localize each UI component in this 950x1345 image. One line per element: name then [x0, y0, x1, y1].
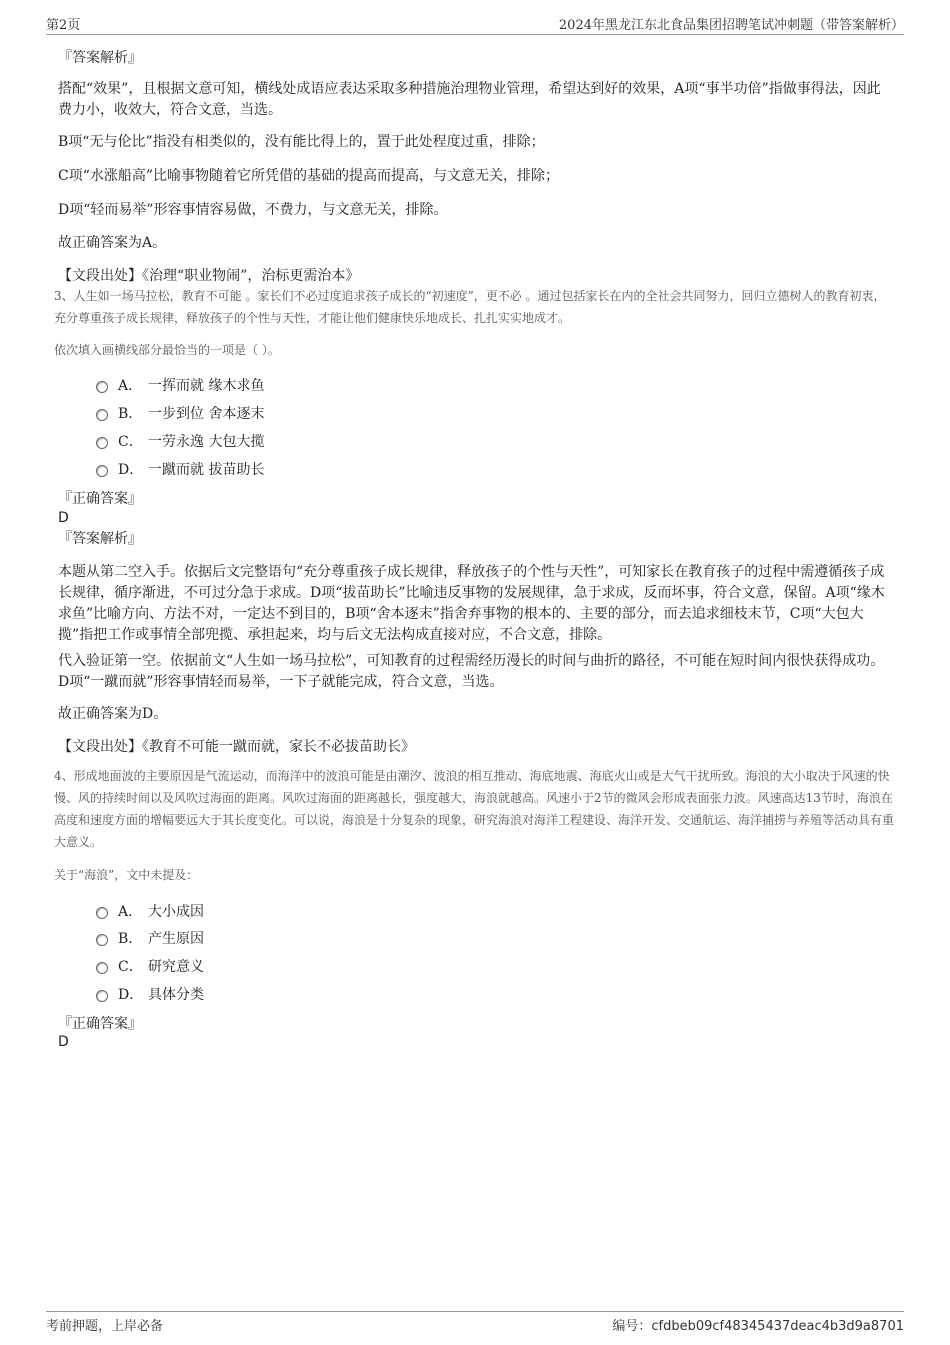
- question-prompt: 依次填入画横线部分最恰当的一项是（ ）。: [54, 343, 280, 357]
- page-header: [46, 14, 904, 35]
- correct-answer-heading: 『正确答案』: [58, 1016, 142, 1032]
- page-footer: [46, 1311, 904, 1337]
- radio-icon[interactable]: [96, 381, 108, 393]
- analysis-paragraph: D项“轻而易举”形容事情容易做，不费力，与文意无关，排除。: [58, 202, 448, 218]
- radio-icon[interactable]: [96, 437, 108, 449]
- radio-icon[interactable]: [96, 934, 108, 946]
- radio-icon[interactable]: [96, 990, 108, 1002]
- document-title: 2024年黑龙江东北食品集团招聘笔试冲刺题（带答案解析）: [558, 18, 904, 33]
- radio-icon[interactable]: [96, 409, 108, 421]
- correct-answer-heading: 『正确答案』: [58, 491, 142, 507]
- correct-answer: D: [58, 510, 69, 526]
- correct-answer: D: [58, 1034, 69, 1050]
- footer-slogan: 考前押题，上岸必备: [46, 1319, 164, 1334]
- question-prompt: 关于“海浪”，文中未提及：: [54, 868, 199, 882]
- source-citation: 【文段出处】《治理“职业物闹”，治标更需治本》: [58, 268, 360, 284]
- source-citation: 【文段出处】《教育不可能一蹴而就，家长不必拔苗助长》: [58, 739, 415, 755]
- question-stem: 4、形成地面波的主要原因是气流运动，而海洋中的波浪可能是由潮汐、波浪的相互推动、海底地震、海底火山或是大气干扰所致。海浪的大小取决于风速的快慢、风的持续时间以及风吹过海面的距离。风吹过海面的距离越长，强度越大，海浪就越高。风速小于2节的微风会形成表面张力波。风速高达13节时，海浪在高度和速度方面的增幅要远大于其长度变化。可以说，海浪是十分复杂的现象，研究海浪对海洋工程建设、海洋开发、交通航运、海洋捕捞与养殖等活动具有重大意义。: [54, 769, 895, 849]
- correct-answer-sentence: 故正确答案为A。: [58, 235, 167, 251]
- analysis-heading: 『答案解析』: [58, 50, 142, 66]
- analysis-paragraph: 本题从第二空入手。依据后文完整语句“充分尊重孩子成长规律，释放孩子的个性与天性”，可知家长在教育孩子的过程中需遵循孩子成长规律，循序渐进，不可过分急于求成。D项“拔苗助长”比喻违反事物的发展规律，急于求成，反而坏事，符合文意，保留。A项“缘木求鱼”比喻方向、方法不对，一定达不到目的，B项“舍本逐末”指舍弃事物的根本的、主要的部分，而去追求细枝末节，C项“大包大揽”指把工作或事情全部兜揽、承担起来，均与后文无法构成直接对应，不合文意，排除。: [58, 564, 885, 643]
- analysis-paragraph: B项“无与伦比”指没有相类似的，没有能比得上的，置于此处程度过重，排除；: [58, 134, 545, 150]
- radio-icon[interactable]: [96, 465, 108, 477]
- analysis-heading: 『答案解析』: [58, 531, 142, 547]
- page-number: 第2页: [46, 18, 81, 33]
- radio-icon[interactable]: [96, 962, 108, 974]
- correct-answer-sentence: 故正确答案为D。: [58, 706, 168, 722]
- document-code: 编号：cfdbeb09cf48345437deac4b3d9a8701: [612, 1319, 904, 1334]
- question-stem: 3、人生如一场马拉松，教育不可能 。家长们不必过度追求孩子成长的“初速度”，更不必 。通过包括家长在内的全社会共同努力，回归立德树人的教育初衷，充分尊重孩子成长规律，释放孩子的个性与天性，才能让他们健康快乐地成长、扎扎实实地成才。: [54, 289, 886, 325]
- analysis-paragraph: 搭配“效果”，且根据文意可知，横线处成语应表达采取多种措施治理物业管理，希望达到好的效果，A项“事半功倍”指做事得法，因此费力小，收效大，符合文意，当选。: [58, 81, 881, 118]
- radio-icon[interactable]: [96, 907, 108, 919]
- analysis-paragraph: C项“水涨船高”比喻事物随着它所凭借的基础的提高而提高，与文意无关，排除；: [58, 168, 560, 184]
- analysis-paragraph: 代入验证第一空。依据前文“人生如一场马拉松”，可知教育的过程需经历漫长的时间与曲折的路径，不可能在短时间内很快获得成功。D项“一蹴而就”形容事情轻而易举，一下子就能完成，符合文意，当选。: [58, 653, 885, 690]
